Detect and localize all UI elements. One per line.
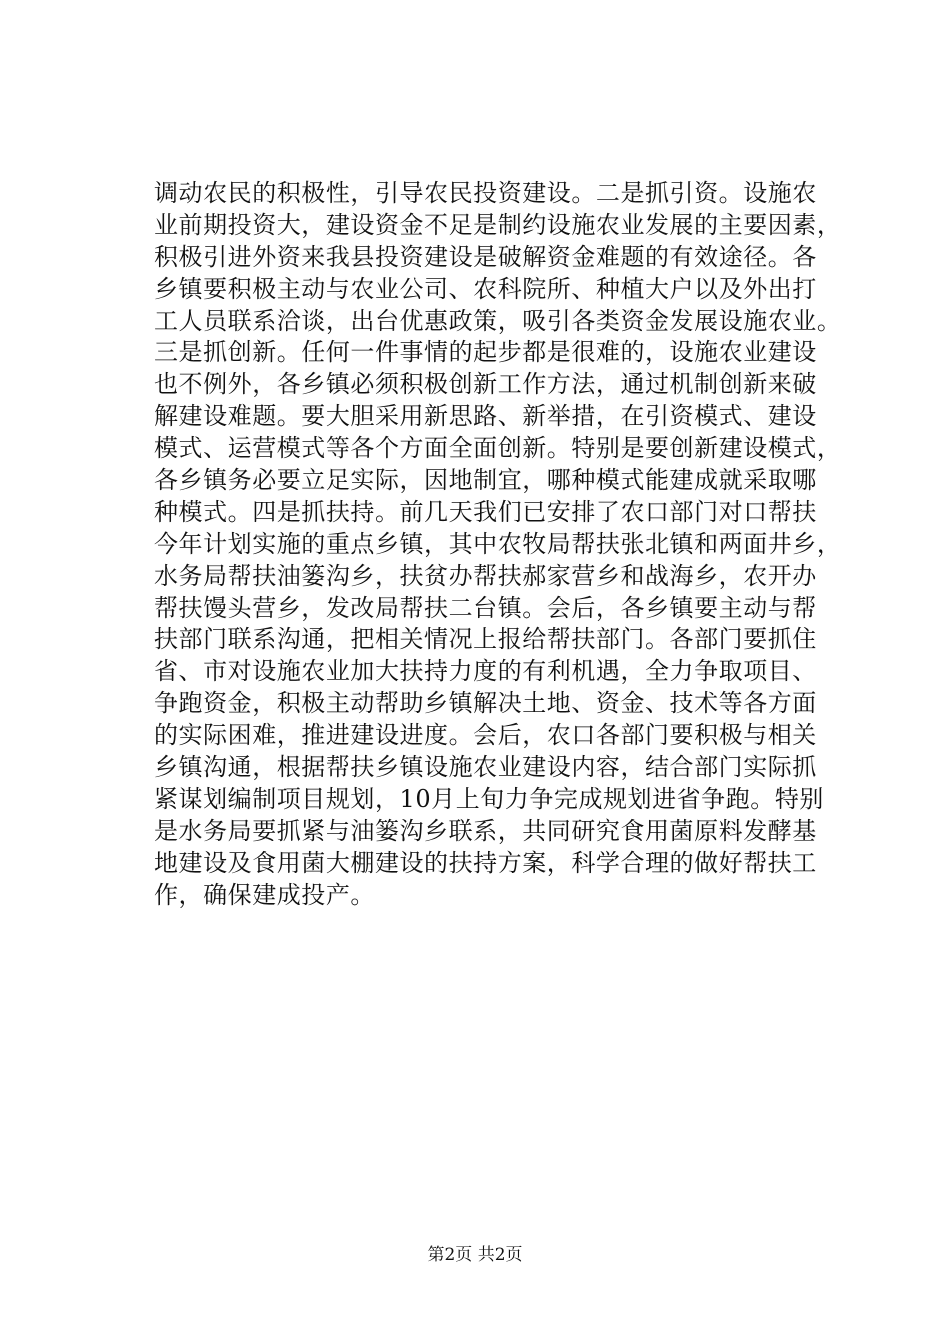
text-line: 各乡镇务必要立足实际，因地制宜，哪种模式能建成就采取哪	[154, 466, 817, 495]
page-number-footer: 第2页 共2页	[427, 1245, 523, 1265]
text-line: 争跑资金，积极主动帮助乡镇解决土地、资金、技术等各方面	[154, 689, 817, 718]
text-line: 地建设及食用菌大棚建设的扶持方案，科学合理的做好帮扶工	[154, 848, 817, 877]
text-line: 三是抓创新。任何一件事情的起步都是很难的，设施农业建设	[154, 338, 817, 367]
text-line: 紧谋划编制项目规划，10月上旬力争完成规划进省争跑。特别	[154, 784, 824, 813]
text-line: 也不例外，各乡镇必须积极创新工作方法，通过机制创新来破	[154, 370, 817, 399]
text-line: 作，确保建成投产。	[154, 880, 375, 909]
text-line: 工人员联系洽谈，出台优惠政策，吸引各类资金发展设施农业。	[154, 306, 842, 335]
text-line: 积极引进外资来我县投资建设是破解资金难题的有效途径。各	[154, 242, 817, 271]
text-line: 省、市对设施农业加大扶持力度的有利机遇，全力争取项目、	[154, 657, 817, 686]
text-line: 种模式。四是抓扶持。前几天我们已安排了农口部门对口帮扶	[154, 497, 817, 526]
text-line: 扶部门联系沟通，把相关情况上报给帮扶部门。各部门要抓住	[154, 625, 817, 654]
text-line: 模式、运营模式等各个方面全面创新。特别是要创新建设模式，	[154, 434, 842, 463]
text-line: 水务局帮扶油篓沟乡，扶贫办帮扶郝家营乡和战海乡，农开办	[154, 561, 817, 590]
text-line: 今年计划实施的重点乡镇，其中农牧局帮扶张北镇和两面井乡，	[154, 529, 842, 558]
text-line: 帮扶馒头营乡，发改局帮扶二台镇。会后，各乡镇要主动与帮	[154, 593, 817, 622]
text-line: 乡镇要积极主动与农业公司、农科院所、种植大户以及外出打	[154, 274, 817, 303]
body-paragraph	[154, 178, 854, 911]
text-line: 乡镇沟通，根据帮扶乡镇设施农业建设内容，结合部门实际抓	[154, 753, 817, 782]
text-line: 是水务局要抓紧与油篓沟乡联系，共同研究食用菌原料发酵基	[154, 816, 817, 845]
text-line: 调动农民的积极性，引导农民投资建设。二是抓引资。设施农	[154, 179, 817, 207]
text-line: 解建设难题。要大胆采用新思路、新举措，在引资模式、建设	[154, 402, 817, 431]
text-line: 业前期投资大，建设资金不足是制约设施农业发展的主要因素，	[154, 210, 842, 239]
text-line: 的实际困难，推进建设进度。会后，农口各部门要积极与相关	[154, 721, 817, 750]
